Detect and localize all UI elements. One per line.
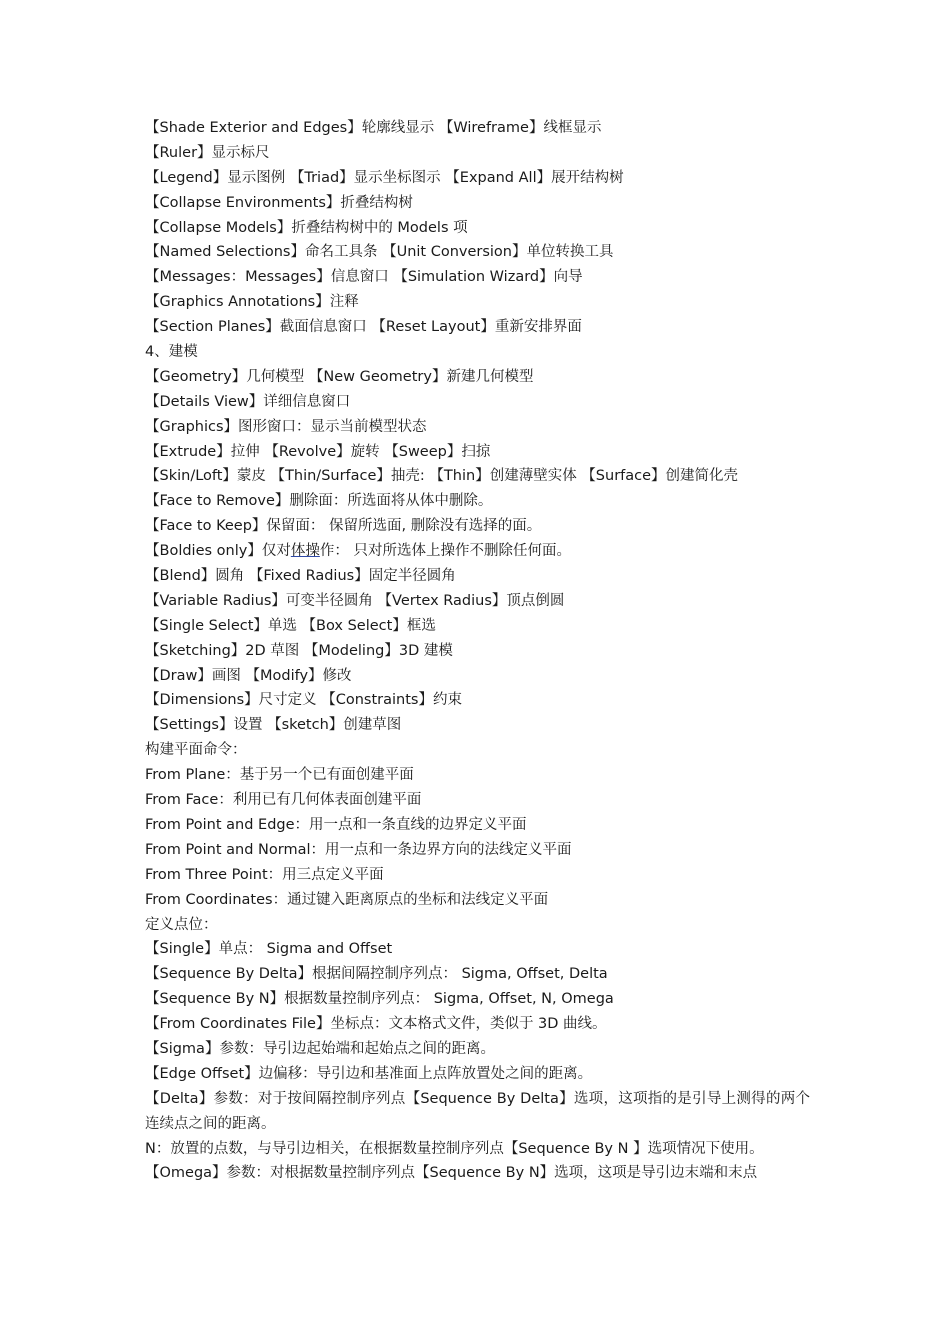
text-line: 【Details View】详细信息窗口 <box>145 393 351 410</box>
section-heading: 构建平面命令： <box>145 742 247 759</box>
section-heading: 4、建模 <box>145 344 198 361</box>
text-line: 【Named Selections】命名工具条 【Unit Conversion】单位转换工具 <box>145 244 614 261</box>
text-line: From Plane：基于另一个已有面创建平面 <box>145 767 414 784</box>
text-line: 【Collapse Environments】折叠结构树 <box>145 194 413 211</box>
text-line: 【Draw】画图 【Modify】修改 <box>145 667 352 684</box>
text-line: 【Sketching】2D 草图 【Modeling】3D 建模 <box>145 642 453 659</box>
section-heading: 定义点位： <box>145 916 218 933</box>
text-line: From Point and Edge：用一点和一条直线的边界定义平面 <box>145 816 527 833</box>
text-line: From Coordinates：通过键入距离原点的坐标和法线定义平面 <box>145 891 549 908</box>
text-line: 【Graphics】图形窗口：显示当前模型状态 <box>145 418 427 435</box>
text-line: 【Legend】显示图例 【Triad】显示坐标图示 【Expand All】展开结构树 <box>145 169 624 186</box>
text-line: 【Messages：Messages】信息窗口 【Simulation Wizard】向导 <box>145 269 583 286</box>
document-body <box>145 116 810 1186</box>
text-line: From Three Point：用三点定义平面 <box>145 866 384 883</box>
text-line: 【Single Select】单选 【Box Select】框选 <box>145 617 436 634</box>
boldies-post: 作： 只对所选体上操作不删除任何面。 <box>319 543 571 560</box>
boldies-pre: 【Boldies only】仅对 <box>145 543 291 560</box>
text-line: 【Ruler】显示标尺 <box>145 144 270 161</box>
text-line: 【Collapse Models】折叠结构树中的 Models 项 <box>145 219 468 236</box>
text-line: 【Sequence By Delta】根据间隔控制序列点： Sigma, Offset, Delta <box>145 966 608 983</box>
text-line: 【Graphics Annotations】注释 <box>145 294 359 311</box>
paragraph: 【Delta】参数：对于按间隔控制序列点【Sequence By Delta】选项，这项指的是引导上测得的两个连续点之间的距离。 <box>145 1090 810 1132</box>
paragraph: 【Omega】参数：对根据数量控制序列点【Sequence By N】选项，这项是导引边末端和末点 <box>145 1165 758 1182</box>
text-line: 【Sequence By N】根据数量控制序列点： Sigma, Offset, N, Omega <box>145 991 614 1008</box>
text-line: 【Face to Keep】保留面： 保留所选面, 删除没有选择的面。 <box>145 518 542 535</box>
text-line: 【Extrude】拉伸 【Revolve】旋转 【Sweep】扫掠 <box>145 443 491 460</box>
underlined-text: 体操 <box>290 543 320 560</box>
text-line: 【Skin/Loft】蒙皮 【Thin/Surface】抽壳: 【Thin】创建薄壁实体 【Surface】创建简化壳 <box>145 468 739 485</box>
text-line: 【Single】单点： Sigma and Offset <box>145 941 393 958</box>
text-line: 【Variable Radius】可变半径圆角 【Vertex Radius】顶点倒圆 <box>145 592 565 609</box>
text-line: 【Face to Remove】删除面：所选面将从体中删除。 <box>145 493 493 510</box>
text-line: From Face：利用已有几何体表面创建平面 <box>145 792 422 809</box>
text-line-boldies <box>145 539 810 564</box>
text-line: 【Sigma】参数：导引边起始端和起始点之间的距离。 <box>145 1040 495 1057</box>
text-line: 【Dimensions】尺寸定义 【Constraints】约束 <box>145 692 462 709</box>
text-line: 【From Coordinates File】坐标点：文本格式文件，类似于 3D 曲线。 <box>145 1016 607 1033</box>
text-line: 【Geometry】几何模型 【New Geometry】新建几何模型 <box>145 368 534 385</box>
text-line: 【Blend】圆角 【Fixed Radius】固定半径圆角 <box>145 568 456 585</box>
text-line: 【Settings】设置 【sketch】创建草图 <box>145 717 402 734</box>
text-line: 【Edge Offset】边偏移：导引边和基准面上点阵放置处之间的距离。 <box>145 1065 593 1082</box>
text-line: 【Section Planes】截面信息窗口 【Reset Layout】重新安排界面 <box>145 319 582 336</box>
paragraph: N：放置的点数，与导引边相关，在根据数量控制序列点【Sequence By N 】选项情况下使用。 <box>145 1140 764 1157</box>
text-line: From Point and Normal：用一点和一条边界方向的法线定义平面 <box>145 841 572 858</box>
text-line: 【Shade Exterior and Edges】轮廓线显示 【Wireframe】线框显示 <box>145 120 602 136</box>
